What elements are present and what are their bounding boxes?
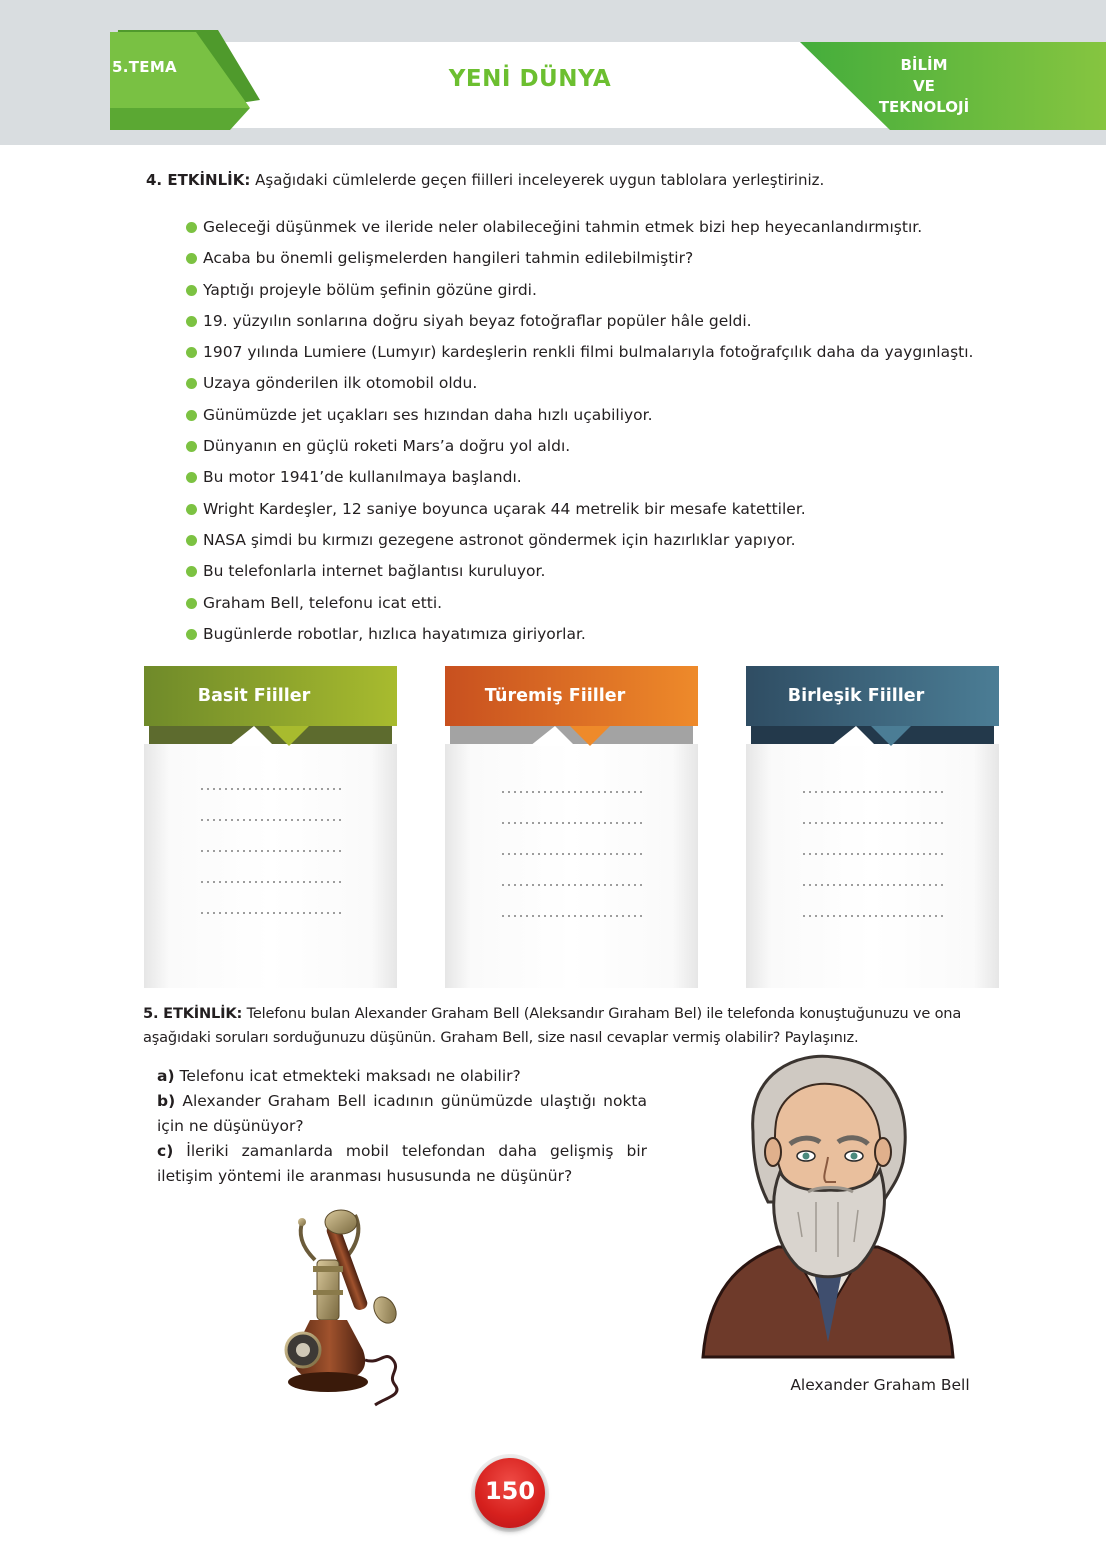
answer-line[interactable] — [801, 853, 946, 855]
sentence-list — [186, 216, 1066, 654]
bullet-dot-icon — [186, 285, 197, 296]
list-item: Yaptığı projeyle bölüm şefinin gözüne girdi. — [186, 279, 1066, 310]
list-item: Günümüzde jet uçakları ses hızından daha hızlı uçabiliyor. — [186, 404, 1066, 435]
bullet-dot-icon — [186, 441, 197, 452]
notch-icon — [831, 726, 911, 746]
table-body — [144, 744, 397, 988]
theme-label: 5.TEMA — [112, 58, 177, 76]
graham-bell-portrait-icon — [698, 1052, 958, 1372]
page-number: 150 — [484, 1477, 536, 1505]
question-a: a) Telefonu icat etmekteki maksadı ne olabilir? — [157, 1067, 521, 1085]
list-item: Geleceği düşünmek ve ileride neler olabileceğini tahmin etmek bizi hep heyecanlandırmıştır. — [186, 216, 1066, 247]
activity-5-text: Telefonu bulan Alexander Graham Bell (Aleksandır Gıraham Bel) ile telefonda konuştuğunuzu ve ona aşağıdaki soruları sorduğunuzu düşünün. Graham Bell, size nasıl cevaplar vermiş olabilir? Paylaşınız. — [143, 1005, 962, 1046]
unit-title: YENİ DÜNYA — [448, 66, 612, 92]
answer-line[interactable] — [500, 791, 645, 793]
answer-line[interactable] — [801, 791, 946, 793]
antique-telephone-icon — [255, 1200, 455, 1415]
topic-line-2: VE — [913, 77, 935, 95]
list-item: Graham Bell, telefonu icat etti. — [186, 592, 1066, 623]
bullet-dot-icon — [186, 629, 197, 640]
answer-line[interactable] — [801, 915, 946, 917]
answer-line[interactable] — [801, 822, 946, 824]
table-title: Basit Fiiller — [197, 686, 311, 706]
answer-line[interactable] — [199, 912, 344, 914]
notch-icon — [530, 726, 610, 746]
answer-line[interactable] — [199, 850, 344, 852]
bullet-dot-icon — [186, 472, 197, 483]
table-basit-fiiller — [144, 666, 397, 988]
answer-line[interactable] — [500, 822, 645, 824]
portrait-caption: Alexander Graham Bell — [790, 1376, 970, 1394]
activity-4-text: Aşağıdaki cümlelerde geçen fiilleri inceleyerek uygun tablolara yerleştiriniz. — [255, 171, 825, 189]
answer-line[interactable] — [199, 819, 344, 821]
bullet-dot-icon — [186, 222, 197, 233]
answer-line[interactable] — [500, 884, 645, 886]
list-item: Uzaya gönderilen ilk otomobil oldu. — [186, 372, 1066, 403]
table-body — [746, 744, 999, 988]
theme-ribbon-icon — [100, 18, 270, 138]
list-item: NASA şimdi bu kırmızı gezegene astronot göndermek için hazırlıklar yapıyor. — [186, 529, 1066, 560]
answer-line[interactable] — [500, 915, 645, 917]
answer-line[interactable] — [199, 881, 344, 883]
bullet-dot-icon — [186, 410, 197, 421]
bullet-dot-icon — [186, 253, 197, 264]
bullet-dot-icon — [186, 598, 197, 609]
list-item: Acaba bu önemli gelişmelerden hangileri tahmin edilebilmiştir? — [186, 247, 1066, 278]
bullet-dot-icon — [186, 347, 197, 358]
list-item: 19. yüzyılın sonlarına doğru siyah beyaz fotoğraflar popüler hâle geldi. — [186, 310, 1066, 341]
bullet-dot-icon — [186, 535, 197, 546]
table-title: Birleşik Fiiller — [787, 686, 925, 706]
topic-label — [858, 55, 990, 118]
answer-line[interactable] — [801, 884, 946, 886]
table-turemis-fiiller — [445, 666, 698, 988]
bullet-dot-icon — [186, 378, 197, 389]
bullet-dot-icon — [186, 316, 197, 327]
question-b: b) Alexander Graham Bell icadının günümüzde ulaştığı nokta için ne düşünüyor? — [157, 1092, 647, 1135]
activity-4-instruction — [146, 169, 1046, 191]
list-item: 1907 yılında Lumiere (Lumyır) kardeşlerin renkli filmi bulmalarıyla fotoğrafçılık daha da yaygınlaştı. — [186, 341, 1066, 372]
bullet-dot-icon — [186, 566, 197, 577]
table-birlesik-fiiller — [746, 666, 999, 988]
list-item: Wright Kardeşler, 12 saniye boyunca uçarak 44 metrelik bir mesafe katettiler. — [186, 498, 1066, 529]
activity-5-instruction — [143, 1002, 1013, 1050]
list-item: Dünyanın en güçlü roketi Mars’a doğru yol aldı. — [186, 435, 1066, 466]
topic-line-3: TEKNOLOJİ — [878, 98, 970, 116]
list-item: Bugünlerde robotlar, hızlıca hayatımıza giriyorlar. — [186, 623, 1066, 654]
table-body — [445, 744, 698, 988]
list-item: Bu motor 1941’de kullanılmaya başlandı. — [186, 466, 1066, 497]
answer-line[interactable] — [500, 853, 645, 855]
answer-line[interactable] — [199, 788, 344, 790]
list-item: Bu telefonlarla internet bağlantısı kuruluyor. — [186, 560, 1066, 591]
activity-5-label: 5. ETKİNLİK: — [143, 1005, 243, 1022]
topic-line-1: BİLİM — [900, 56, 948, 74]
bullet-dot-icon — [186, 504, 197, 515]
question-c: c) İleriki zamanlarda mobil telefondan daha gelişmiş bir iletişim yöntemi ile aranması hususunda ne düşünür? — [157, 1142, 647, 1185]
notch-icon — [229, 726, 309, 746]
table-title: Türemiş Fiiller — [484, 686, 626, 706]
activity-4-label: 4. ETKİNLİK: — [146, 171, 251, 189]
